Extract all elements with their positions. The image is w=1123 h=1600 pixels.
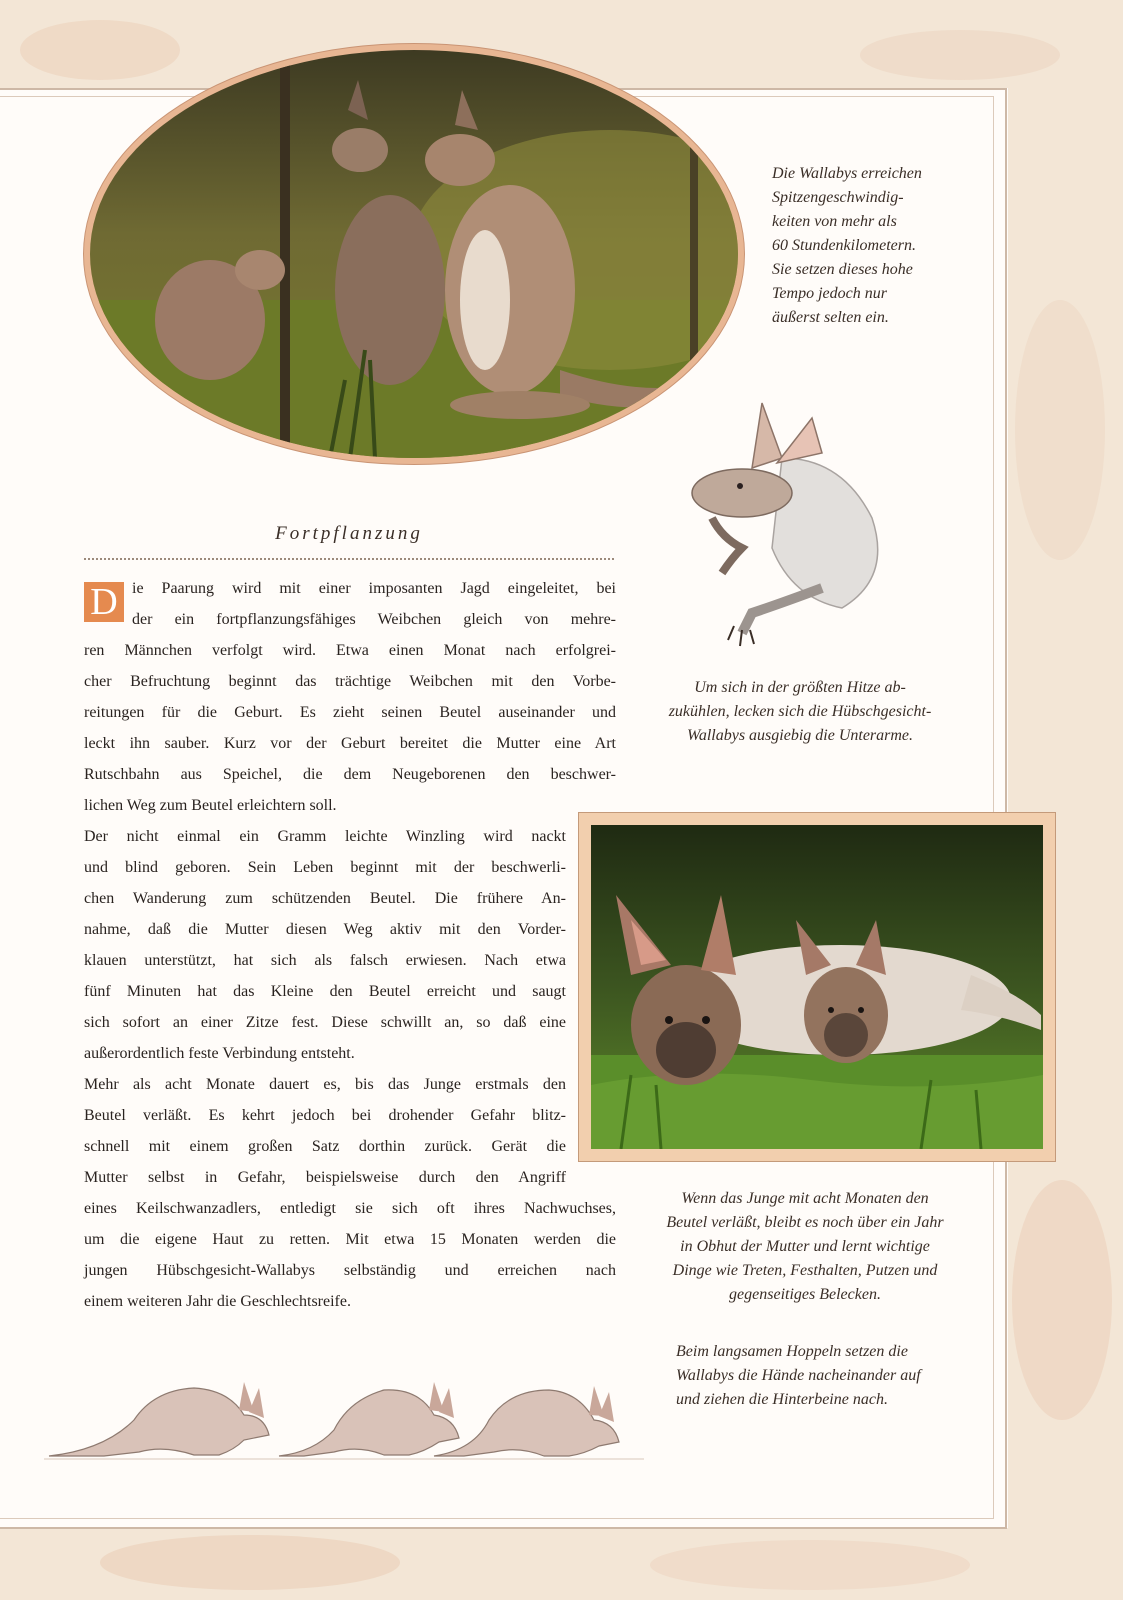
body-line: klauen unterstützt, hat sich als falsch erwiesen. Nach etwa	[84, 952, 566, 969]
caption-cooling	[640, 676, 960, 748]
caption-hopping	[676, 1340, 921, 1412]
caption-line: Sie setzen dieses hohe	[772, 261, 913, 278]
body-line: ren Männchen verfolgt wird. Etwa einen Monat nach erfolgrei-	[84, 642, 616, 659]
hopping-wallaby-1	[49, 1382, 269, 1456]
body-line: reitungen für die Geburt. Es zieht seinen Beutel auseinander und	[84, 704, 616, 721]
licking-wallaby-illustration	[672, 398, 912, 654]
body-line: Der nicht einmal ein Gramm leichte Winzling wird nackt	[84, 828, 566, 845]
body-line: außerordentlich feste Verbindung entsteht.	[84, 1045, 355, 1062]
wallabies-standing-illustration	[90, 50, 738, 458]
body-line: ie Paarung wird mit einer imposanten Jagd eingeleitet, bei	[132, 580, 616, 597]
body-line: chen Wanderung zum schützenden Beutel. Die frühere An-	[84, 890, 566, 907]
body-line: sich sofort an einer Zitze fest. Diese schwillt an, so daß eine	[84, 1014, 566, 1031]
body-line: jungen Hübschgesicht-Wallabys selbständig und erreichen nach	[84, 1262, 616, 1279]
body-line: der ein fortpflanzungsfähiges Weibchen gleich von mehre-	[132, 611, 616, 628]
caption-line: äußerst selten ein.	[772, 309, 889, 326]
caption-line: zukühlen, lecken sich die Hübschgesicht-	[668, 703, 932, 720]
body-line: leckt ihn sauber. Kurz vor der Geburt bereitet die Mutter eine Art	[84, 735, 616, 752]
caption-line: Um sich in der größten Hitze ab-	[694, 679, 906, 696]
body-line: fünf Minuten hat das Kleine den Beutel erreicht und saugt	[84, 983, 566, 1000]
caption-line: Beutel verläßt, bleibt es noch über ein Jahr	[666, 1214, 944, 1231]
body-line: und blind geboren. Sein Leben beginnt mit der beschwerli-	[84, 859, 566, 876]
caption-line: Wallabys die Hände nacheinander auf	[676, 1367, 921, 1384]
caption-line: Dinge wie Treten, Festhalten, Putzen und	[672, 1262, 938, 1279]
body-line: cher Befruchtung beginnt das trächtige Weibchen mit den Vorbe-	[84, 673, 616, 690]
caption-line: Tempo jedoch nur	[772, 285, 887, 302]
caption-line: gegenseitiges Belecken.	[729, 1286, 881, 1303]
caption-line: Spitzengeschwindig-	[772, 189, 904, 206]
caption-line: Wenn das Junge mit acht Monaten den	[681, 1190, 929, 1207]
drop-cap: D	[84, 582, 124, 622]
caption-line: Die Wallabys erreichen	[772, 165, 922, 182]
hopping-wallaby-2	[279, 1382, 459, 1456]
body-line: um die eigene Haut zu retten. Mit etwa 15 Monaten werden die	[84, 1231, 616, 1248]
hopping-wallaby-3	[434, 1386, 619, 1456]
rect-photo-mother-and-young	[578, 812, 1056, 1162]
oval-photo-wallabies	[84, 44, 744, 464]
body-line: eines Keilschwanzadlers, entledigt sie sich oft ihres Nachwuchses,	[84, 1200, 616, 1217]
section-title: Fortpflanzung	[275, 523, 423, 544]
body-line: Rutschbahn aus Speichel, die dem Neugeborenen den beschwer-	[84, 766, 616, 783]
caption-young	[640, 1187, 970, 1307]
caption-line: und ziehen die Hinterbeine nach.	[676, 1391, 888, 1408]
hopping-sequence-illustration	[44, 1360, 644, 1465]
body-line: Beutel verläßt. Es kehrt jedoch bei drohender Gefahr blitz-	[84, 1107, 566, 1124]
caption-line: Wallabys ausgiebig die Unterarme.	[686, 727, 914, 744]
body-line: nahme, daß die Mutter diesen Weg aktiv mit den Vorder-	[84, 921, 566, 938]
caption-line: Beim langsamen Hoppeln setzen die	[676, 1343, 908, 1360]
body-line: lichen Weg zum Beutel erleichtern soll.	[84, 797, 337, 814]
body-line: Mehr als acht Monate dauert es, bis das Junge erstmals den	[84, 1076, 566, 1093]
body-line: einem weiteren Jahr die Geschlechtsreife.	[84, 1293, 351, 1310]
caption-line: in Obhut der Mutter und lernt wichtige	[680, 1238, 930, 1255]
caption-line: keiten von mehr als	[772, 213, 897, 230]
caption-speed	[772, 162, 922, 330]
body-line: Mutter selbst in Gefahr, beispielsweise durch den Angriff	[84, 1169, 566, 1186]
body-line: schnell mit einem großen Satz dorthin zurück. Gerät die	[84, 1138, 566, 1155]
dotted-divider	[84, 558, 614, 560]
caption-line: 60 Stundenkilometern.	[772, 237, 916, 254]
mother-and-young-illustration	[591, 825, 1043, 1149]
